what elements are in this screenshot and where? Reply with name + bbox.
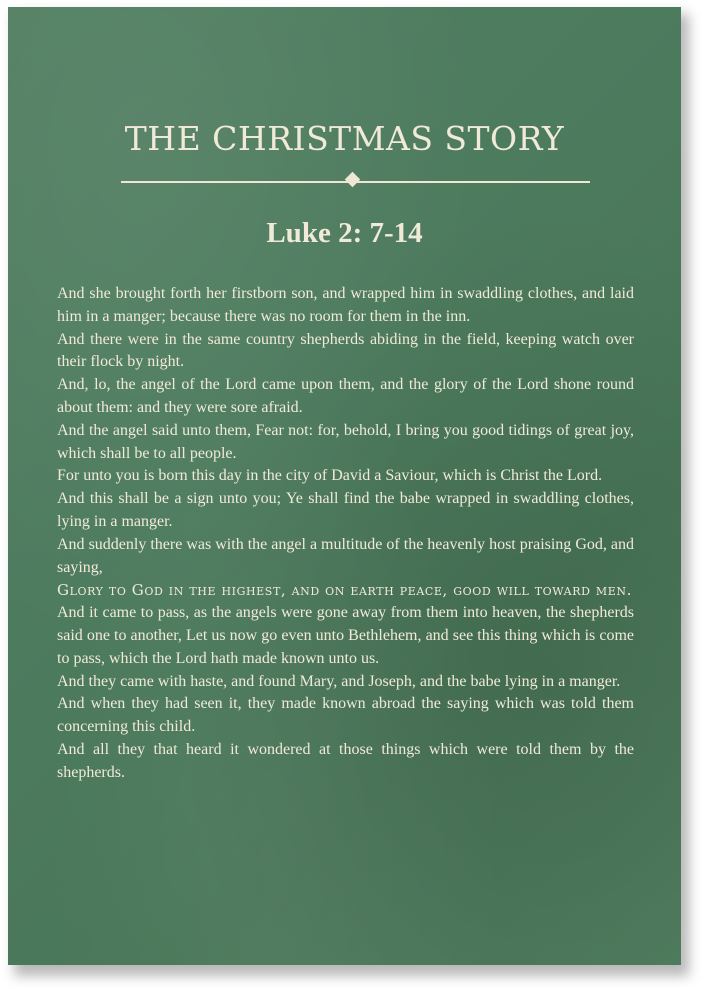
verse: And they came with haste, and found Mary, and Joseph, and the babe lying in a manger. — [57, 672, 621, 690]
verse: And the angel said unto them, Fear not: for, behold, I bring you good tidings of great joy, which shall be to all people. — [57, 421, 634, 462]
verse: And when they had seen it, they made known abroad the saying which was told them concerning this child. — [57, 695, 634, 736]
scripture-reference: Luke 2: 7-14 — [266, 217, 423, 249]
verse: And all they that heard it wondered at those things which were told them by the shepherds. — [57, 740, 634, 781]
poster — [8, 7, 681, 965]
divider-diamond-ornament — [345, 172, 361, 188]
verse: And this shall be a sign unto you; Ye shall find the babe wrapped in swaddling clothes, lying in a manger. — [57, 490, 634, 530]
verse: And there were in the same country shepherds abiding in the field, keeping watch over their flock by night. — [57, 330, 634, 371]
verse: And it came to pass, as the angels were gone away from them into heaven, the shepherds said one to another, Let us now go even unto Bethlehem, and see this thing which is come to pass, which the Lord hath made known unto us. — [57, 604, 634, 667]
verse: And she brought forth her firstborn son, and wrapped him in swaddling clothes, and laid him in a manger; because there was no room for them in the inn. — [57, 285, 634, 325]
verse: And, lo, the angel of the Lord came upon them, and the glory of the Lord shone round about them: and they were sore afraid. — [57, 376, 634, 416]
verse-highlight: Glory to God in the highest, and on earth peace, good will toward men. — [57, 581, 632, 600]
verse: And suddenly there was with the angel a multitude of the heavenly host praising God, and saying, — [57, 535, 634, 576]
poster-title: THE CHRISTMAS STORY — [124, 119, 565, 158]
verse: For unto you is born this day in the city of David a Saviour, which is Christ the Lord. — [57, 467, 603, 485]
scripture-text — [57, 283, 634, 785]
